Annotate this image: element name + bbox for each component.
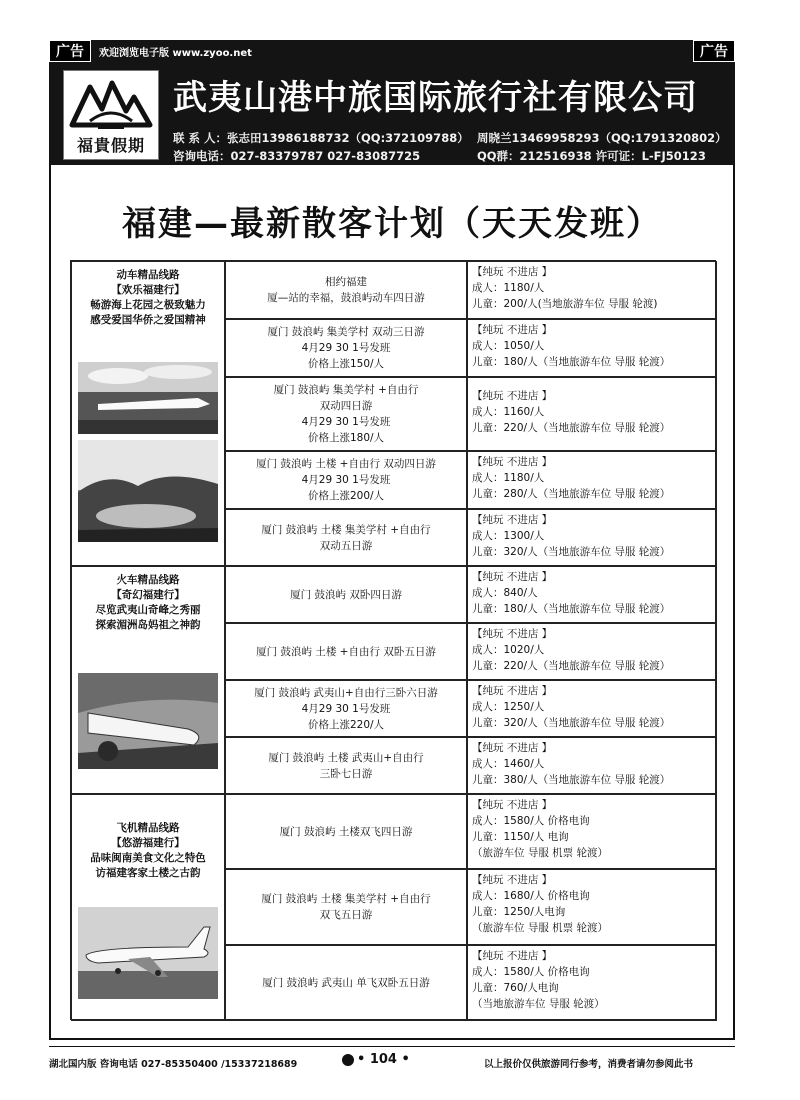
route-line: 4月29 30 1号发班	[301, 702, 391, 715]
bullet-train-photo	[78, 362, 218, 434]
route-line: 厦门 鼓浪屿 土楼 集美学村 +自由行	[261, 523, 431, 536]
category-subtitle: 【欢乐福建行】	[111, 284, 185, 296]
route-line: 厦门 鼓浪屿 武夷山 单飞双卧五日游	[262, 977, 430, 989]
page-title: 福建—最新散客计划（天天发班）	[122, 204, 662, 244]
price-line: 儿童：180/人（当地旅游车位 导服 轮渡）	[472, 603, 671, 615]
route-line: 双动五日游	[319, 539, 373, 552]
route-cell	[225, 261, 467, 319]
route-cell	[225, 377, 467, 451]
price-cell	[467, 261, 717, 319]
logo-text: 福貴假期	[76, 136, 145, 155]
price-line: 儿童：200/人(当地旅游车位 导服 轮渡)	[472, 298, 658, 310]
route-cell	[225, 945, 467, 1021]
price-line: 成人：1460/人	[472, 758, 545, 770]
price-line: 【纯玩 不进店 】	[472, 390, 553, 402]
route-line: 厦—站的幸福，鼓浪屿动车四日游	[267, 292, 425, 304]
price-line: 儿童：380/人（当地旅游车位 导服 轮渡）	[472, 774, 671, 786]
footer-left: 湖北国内版 咨询电话 027-85350400 /15337218689	[49, 1059, 298, 1070]
price-line: 成人：1020/人	[472, 644, 545, 656]
company-logo	[63, 70, 159, 160]
lake-landscape-photo	[78, 440, 218, 542]
category-title: 飞机精品线路	[116, 822, 180, 834]
price-line: 儿童：320/人（当地旅游车位 导服 轮渡）	[472, 546, 671, 558]
route-line: 三卧七日游	[319, 767, 373, 780]
price-line: 儿童：1150/人 电询	[472, 831, 569, 843]
route-line: 价格上涨220/人	[307, 718, 385, 731]
route-line: 双动四日游	[319, 400, 373, 412]
route-line: 厦门 鼓浪屿 土楼 +自由行 双动四日游	[256, 458, 436, 470]
price-line: 儿童：280/人（当地旅游车位 导服 轮渡）	[472, 488, 671, 500]
route-line: 厦门 鼓浪屿 集美学村 双动三日游	[267, 326, 425, 338]
price-line: 【纯玩 不进店 】	[472, 874, 553, 886]
route-line: 厦门 鼓浪屿 集美学村 +自由行	[273, 384, 419, 396]
price-cell	[467, 566, 717, 623]
price-line: 【纯玩 不进店 】	[472, 514, 553, 526]
welcome-text: 欢迎浏览电子版 www.zyoo.net	[99, 48, 252, 59]
price-line: 成人：1300/人	[472, 530, 545, 542]
price-line: 成人：1160/人	[472, 406, 545, 418]
price-line: 成人：1180/人	[472, 282, 545, 294]
price-cell	[467, 794, 717, 869]
price-line: 儿童：220/人（当地旅游车位 导服 轮渡）	[472, 422, 671, 434]
category-slogan: 感受爱国华侨之爱国精神	[90, 314, 206, 326]
price-line: 儿童：1250/人电询	[472, 906, 566, 918]
price-cell	[467, 377, 717, 451]
price-line: 【纯玩 不进店 】	[472, 571, 553, 583]
train-photo	[78, 673, 218, 769]
price-line: 成人：1050/人	[472, 340, 545, 352]
contact-line-2-right: QQ群：212516938 许可证：L-FJ50123	[477, 149, 706, 163]
ad-label-right: 广告	[693, 40, 735, 62]
ad-label-left: 广告	[49, 40, 91, 62]
route-cell	[225, 623, 467, 680]
price-line: （当地旅游车位 导服 轮渡）	[472, 998, 605, 1010]
mountain-logo-icon	[68, 75, 154, 135]
route-line: 4月29 30 1号发班	[301, 474, 391, 486]
price-line: 【纯玩 不进店 】	[472, 324, 553, 336]
footer-right: 以上报价仅供旅游同行参考，消费者请勿参阅此书	[484, 1059, 694, 1070]
tour-table	[70, 260, 716, 1020]
price-line: 【纯玩 不进店 】	[472, 950, 553, 962]
route-line: 价格上涨150/人	[307, 358, 385, 370]
category-title: 动车精品线路	[116, 269, 180, 281]
page-number	[342, 1052, 410, 1067]
price-line: 成人：1180/人	[472, 472, 545, 484]
route-cell	[225, 737, 467, 794]
price-line: 【纯玩 不进店 】	[472, 266, 553, 278]
price-cell	[467, 509, 717, 566]
price-line: 【纯玩 不进店 】	[472, 742, 553, 754]
price-cell	[467, 623, 717, 680]
route-line: 双飞五日游	[319, 909, 373, 921]
page-number-text: • 104 •	[357, 1052, 410, 1067]
price-line: 【纯玩 不进店 】	[472, 456, 553, 468]
route-line: 价格上涨180/人	[307, 432, 385, 444]
price-cell	[467, 319, 717, 377]
category-cell-rail	[71, 261, 225, 566]
footer-divider	[49, 1046, 735, 1047]
route-line: 价格上涨200/人	[307, 490, 385, 502]
route-line: 厦门 鼓浪屿 双卧四日游	[290, 588, 402, 601]
category-slogan: 尽览武夷山奇峰之秀丽	[95, 604, 201, 616]
contact-line-1-left: 联 系 人：张志田13986188732（QQ:372109788）	[173, 131, 469, 145]
route-line: 厦门 鼓浪屿 土楼 集美学村 +自由行	[261, 893, 431, 905]
price-line: 成人：1680/人 价格电询	[472, 890, 590, 902]
route-cell	[225, 680, 467, 737]
route-line: 厦门 鼓浪屿 土楼 武夷山+自由行	[268, 751, 424, 764]
route-cell	[225, 869, 467, 945]
route-cell	[225, 509, 467, 566]
price-cell	[467, 737, 717, 794]
route-line: 4月29 30 1号发班	[301, 342, 391, 354]
category-cell-train	[71, 566, 225, 794]
category-title: 火车精品线路	[116, 574, 180, 586]
category-slogan: 品味闽南美食文化之特色	[90, 852, 206, 864]
route-line: 相约福建	[325, 276, 367, 288]
airplane-photo	[78, 907, 218, 999]
price-line: 成人：840/人	[472, 587, 538, 599]
category-subtitle: 【奇幻福建行】	[111, 589, 185, 601]
category-slogan: 畅游海上花园之极致魅力	[90, 299, 206, 311]
price-line: 成人：1580/人 价格电询	[472, 815, 590, 827]
category-cell-flight	[71, 794, 225, 1021]
page-badge-icon	[342, 1054, 354, 1066]
price-cell	[467, 451, 717, 509]
price-line: 成人：1580/人 价格电询	[472, 966, 590, 978]
contact-line-2-left: 咨询电话：027-83379787 027-83087725	[173, 149, 421, 163]
route-cell	[225, 566, 467, 623]
price-line: （旅游车位 导服 机票 轮渡）	[472, 847, 609, 859]
price-line: 儿童：180/人（当地旅游车位 导服 轮渡）	[472, 356, 671, 368]
category-slogan: 探索湄洲岛妈祖之神韵	[95, 619, 201, 631]
price-line: 【纯玩 不进店 】	[472, 799, 553, 811]
price-cell	[467, 945, 717, 1021]
route-line: 厦门 鼓浪屿 土楼双飞四日游	[279, 825, 413, 838]
company-name: 武夷山港中旅国际旅行社有限公司	[173, 78, 698, 118]
price-cell	[467, 680, 717, 737]
route-cell	[225, 451, 467, 509]
category-slogan: 访福建客家土楼之古韵	[95, 867, 201, 879]
category-subtitle: 【悠游福建行】	[111, 837, 185, 849]
route-cell	[225, 319, 467, 377]
price-cell	[467, 869, 717, 945]
contact-line-1-right: 周晓兰13469958293（QQ:1791320802）	[477, 131, 727, 145]
price-line: （旅游车位 导服 机票 轮渡）	[472, 922, 609, 934]
route-line: 厦门 鼓浪屿 武夷山+自由行三卧六日游	[254, 686, 438, 699]
header-banner	[49, 40, 735, 165]
price-line: 儿童：220/人（当地旅游车位 导服 轮渡）	[472, 660, 671, 672]
route-cell	[225, 794, 467, 869]
price-line: 【纯玩 不进店 】	[472, 628, 553, 640]
route-line: 厦门 鼓浪屿 土楼 +自由行 双卧五日游	[256, 645, 436, 658]
price-line: 儿童：320/人（当地旅游车位 导服 轮渡）	[472, 717, 671, 729]
price-line: 儿童：760/人电询	[472, 982, 559, 994]
price-line: 成人：1250/人	[472, 701, 545, 713]
route-line: 4月29 30 1号发班	[301, 416, 391, 428]
price-line: 【纯玩 不进店 】	[472, 685, 553, 697]
